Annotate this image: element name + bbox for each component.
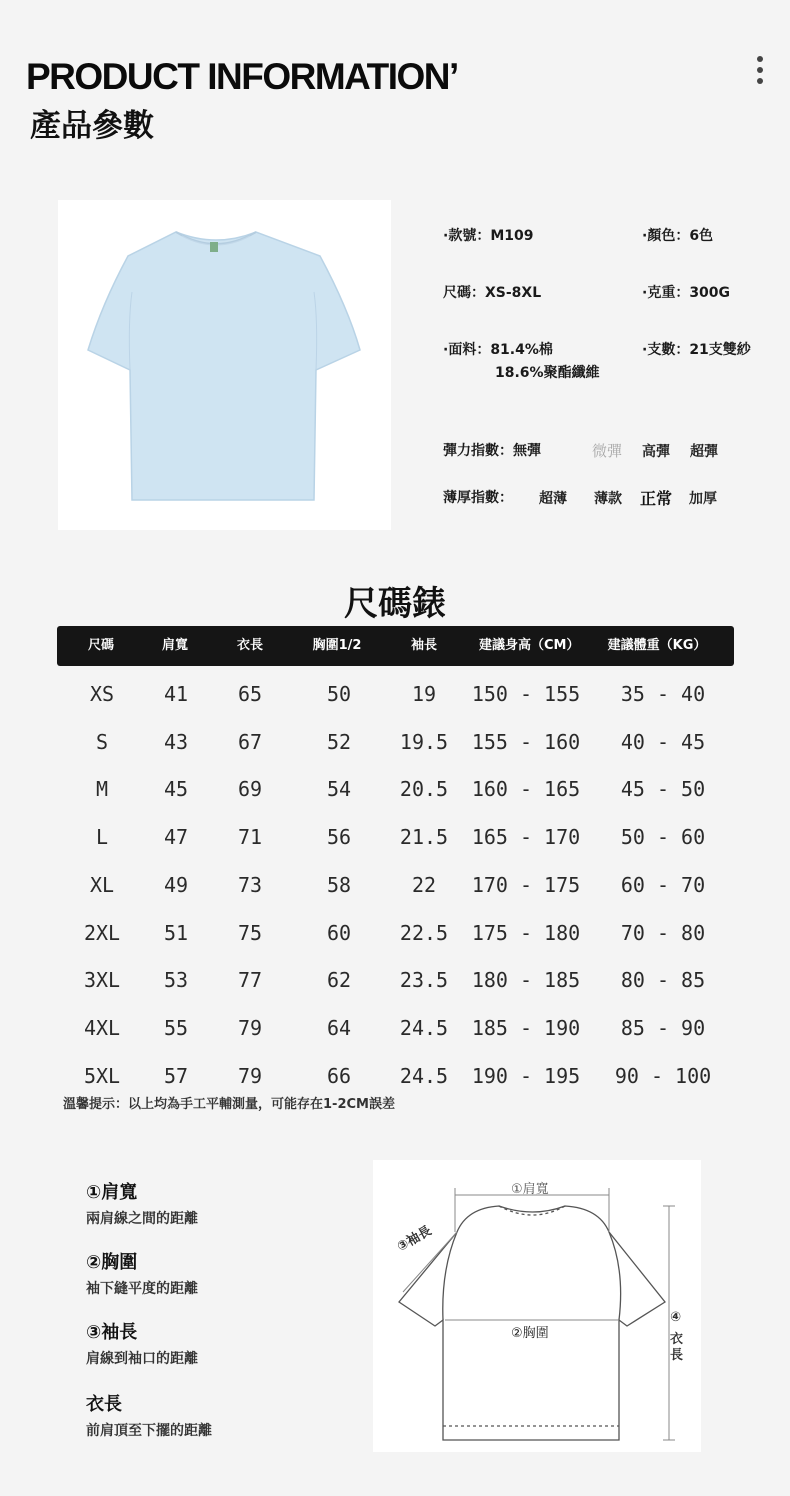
cell-size: S [95, 729, 109, 754]
measure-chest-desc: 袖下縫平度的距離 [86, 1281, 198, 1297]
cell-weight: 60 - 70 [620, 872, 706, 897]
cell-size: 2XL [83, 920, 121, 945]
cell-height: 165 - 170 [471, 825, 581, 850]
tshirt-image [58, 200, 391, 530]
cell-chest: 64 [326, 1015, 352, 1040]
cell-weight: 45 - 50 [620, 777, 706, 802]
diagram-label-length-c1: 衣 [670, 1332, 684, 1347]
cell-shoulder: 43 [163, 729, 189, 754]
spec-style: ·款號：M109 [443, 228, 534, 244]
diagram-label-chest: ②胸圍 [511, 1326, 549, 1341]
cell-height: 150 - 155 [471, 682, 581, 706]
more-options-icon[interactable] [752, 56, 768, 86]
thickness-label: 薄厚指數： [443, 490, 513, 506]
elasticity-option: 微彈 [592, 442, 623, 460]
diagram-label-length-c2: 長 [670, 1348, 684, 1363]
spec-color: ·顏色：6色 [642, 228, 714, 244]
cell-weight: 80 - 85 [620, 968, 706, 993]
cell-shoulder: 47 [163, 825, 189, 850]
cell-chest: 58 [326, 872, 352, 897]
cell-length: 75 [237, 920, 263, 945]
cell-weight: 90 - 100 [614, 1063, 712, 1088]
thickness-option: 超薄 [539, 491, 567, 507]
cell-weight: 35 - 40 [620, 682, 706, 706]
measurement-diagram [373, 1160, 701, 1452]
cell-length: 73 [237, 872, 263, 897]
cell-length: 71 [237, 825, 263, 850]
diagram-label-length-num: ④ [670, 1310, 682, 1325]
cell-size: 4XL [83, 1015, 121, 1040]
cell-sleeve: 21.5 [399, 825, 449, 850]
cell-weight: 85 - 90 [620, 1015, 706, 1040]
header-weight: 建議體重（KG） [607, 638, 707, 653]
spec-fabric-2: 18.6%聚酯纖維 [495, 365, 600, 381]
cell-size: 5XL [83, 1063, 121, 1088]
cell-shoulder: 53 [163, 968, 189, 993]
cell-sleeve: 24.5 [399, 1015, 449, 1040]
measure-sleeve-desc: 肩線到袖口的距離 [86, 1351, 198, 1367]
cell-sleeve: 24.5 [399, 1063, 449, 1088]
measurement-note: 溫馨提示：以上均為手工平輔測量，可能存在1-2CM誤差 [63, 1097, 395, 1112]
header-chest: 胸圍1/2 [312, 638, 362, 653]
header-length: 衣長 [236, 638, 263, 653]
size-table-header [57, 626, 734, 666]
cell-sleeve: 22.5 [399, 920, 449, 945]
thickness-option: 加厚 [689, 491, 717, 507]
cell-weight: 40 - 45 [620, 729, 706, 754]
cell-sleeve: 22 [411, 872, 437, 897]
cell-height: 185 - 190 [471, 1015, 581, 1040]
diagram-label-sleeve: ③袖長 [394, 1223, 435, 1255]
measure-length-title: 衣長 [86, 1394, 122, 1415]
cell-shoulder: 57 [163, 1063, 189, 1088]
cell-shoulder: 49 [163, 872, 189, 897]
cell-chest: 62 [326, 968, 352, 993]
cell-shoulder: 55 [163, 1015, 189, 1040]
cell-size: XL [89, 872, 115, 897]
cell-shoulder: 45 [163, 777, 189, 802]
cell-height: 170 - 175 [471, 872, 581, 897]
label-tag-icon [210, 242, 218, 252]
cell-length: 79 [237, 1063, 263, 1088]
thickness-option: 薄款 [594, 491, 622, 507]
cell-length: 65 [237, 682, 263, 706]
page-title-zh: 產品參數 [30, 108, 154, 144]
cell-sleeve: 20.5 [399, 777, 449, 802]
tshirt-outline-diagram [373, 1160, 701, 1452]
spec-weight: ·克重：300G [642, 285, 731, 301]
cell-chest: 66 [326, 1063, 352, 1088]
cell-chest: 60 [326, 920, 352, 945]
elasticity-option: 高彈 [642, 444, 670, 460]
cell-sleeve: 19.5 [399, 729, 449, 754]
cell-sleeve: 19 [411, 682, 437, 706]
cell-chest: 50 [326, 682, 352, 706]
cell-height: 155 - 160 [471, 729, 581, 754]
measure-sleeve-title: ③袖長 [86, 1322, 138, 1343]
cell-chest: 56 [326, 825, 352, 850]
spec-size: 尺碼：XS-8XL [443, 285, 542, 301]
product-image-card [58, 200, 391, 530]
cell-height: 190 - 195 [471, 1063, 581, 1088]
header-sleeve: 袖長 [410, 638, 437, 653]
cell-size: XS [89, 682, 115, 706]
header-height: 建議身高（CM） [479, 638, 580, 653]
elasticity-option: 超彈 [690, 444, 718, 460]
cell-height: 160 - 165 [471, 777, 581, 802]
header-size: 尺碼 [87, 638, 114, 653]
cell-weight: 50 - 60 [620, 825, 706, 850]
measure-shoulder-title: ①肩寬 [86, 1182, 138, 1203]
cell-length: 77 [237, 968, 263, 993]
cell-chest: 52 [326, 729, 352, 754]
spec-fabric: ·面料：81.4%棉 [443, 342, 553, 358]
spec-yarn: ·支數：21支雙紗 [642, 342, 751, 358]
cell-sleeve: 23.5 [399, 968, 449, 993]
cell-weight: 70 - 80 [620, 920, 706, 945]
cell-size: L [95, 825, 109, 850]
cell-height: 180 - 185 [471, 968, 581, 993]
size-chart-title: 尺碼錶 [344, 584, 446, 624]
measure-chest-title: ②胸圍 [86, 1252, 138, 1273]
page-title-en: PRODUCT INFORMATION’ [26, 56, 458, 97]
cell-size: 3XL [83, 968, 121, 993]
cell-chest: 54 [326, 777, 352, 802]
cell-size: M [95, 777, 109, 802]
cell-length: 69 [237, 777, 263, 802]
cell-shoulder: 51 [163, 920, 189, 945]
cell-height: 175 - 180 [471, 920, 581, 945]
measure-shoulder-desc: 兩肩線之間的距離 [86, 1211, 198, 1227]
header-shoulder: 肩寬 [161, 638, 188, 653]
elasticity-label: 彈力指數：無彈 [443, 443, 541, 459]
cell-shoulder: 41 [163, 682, 189, 706]
thickness-option-selected: 正常 [640, 489, 673, 508]
diagram-label-shoulder: ①肩寬 [511, 1182, 549, 1197]
measure-length-desc: 前肩頂至下擺的距離 [86, 1423, 212, 1439]
cell-length: 79 [237, 1015, 263, 1040]
cell-length: 67 [237, 729, 263, 754]
